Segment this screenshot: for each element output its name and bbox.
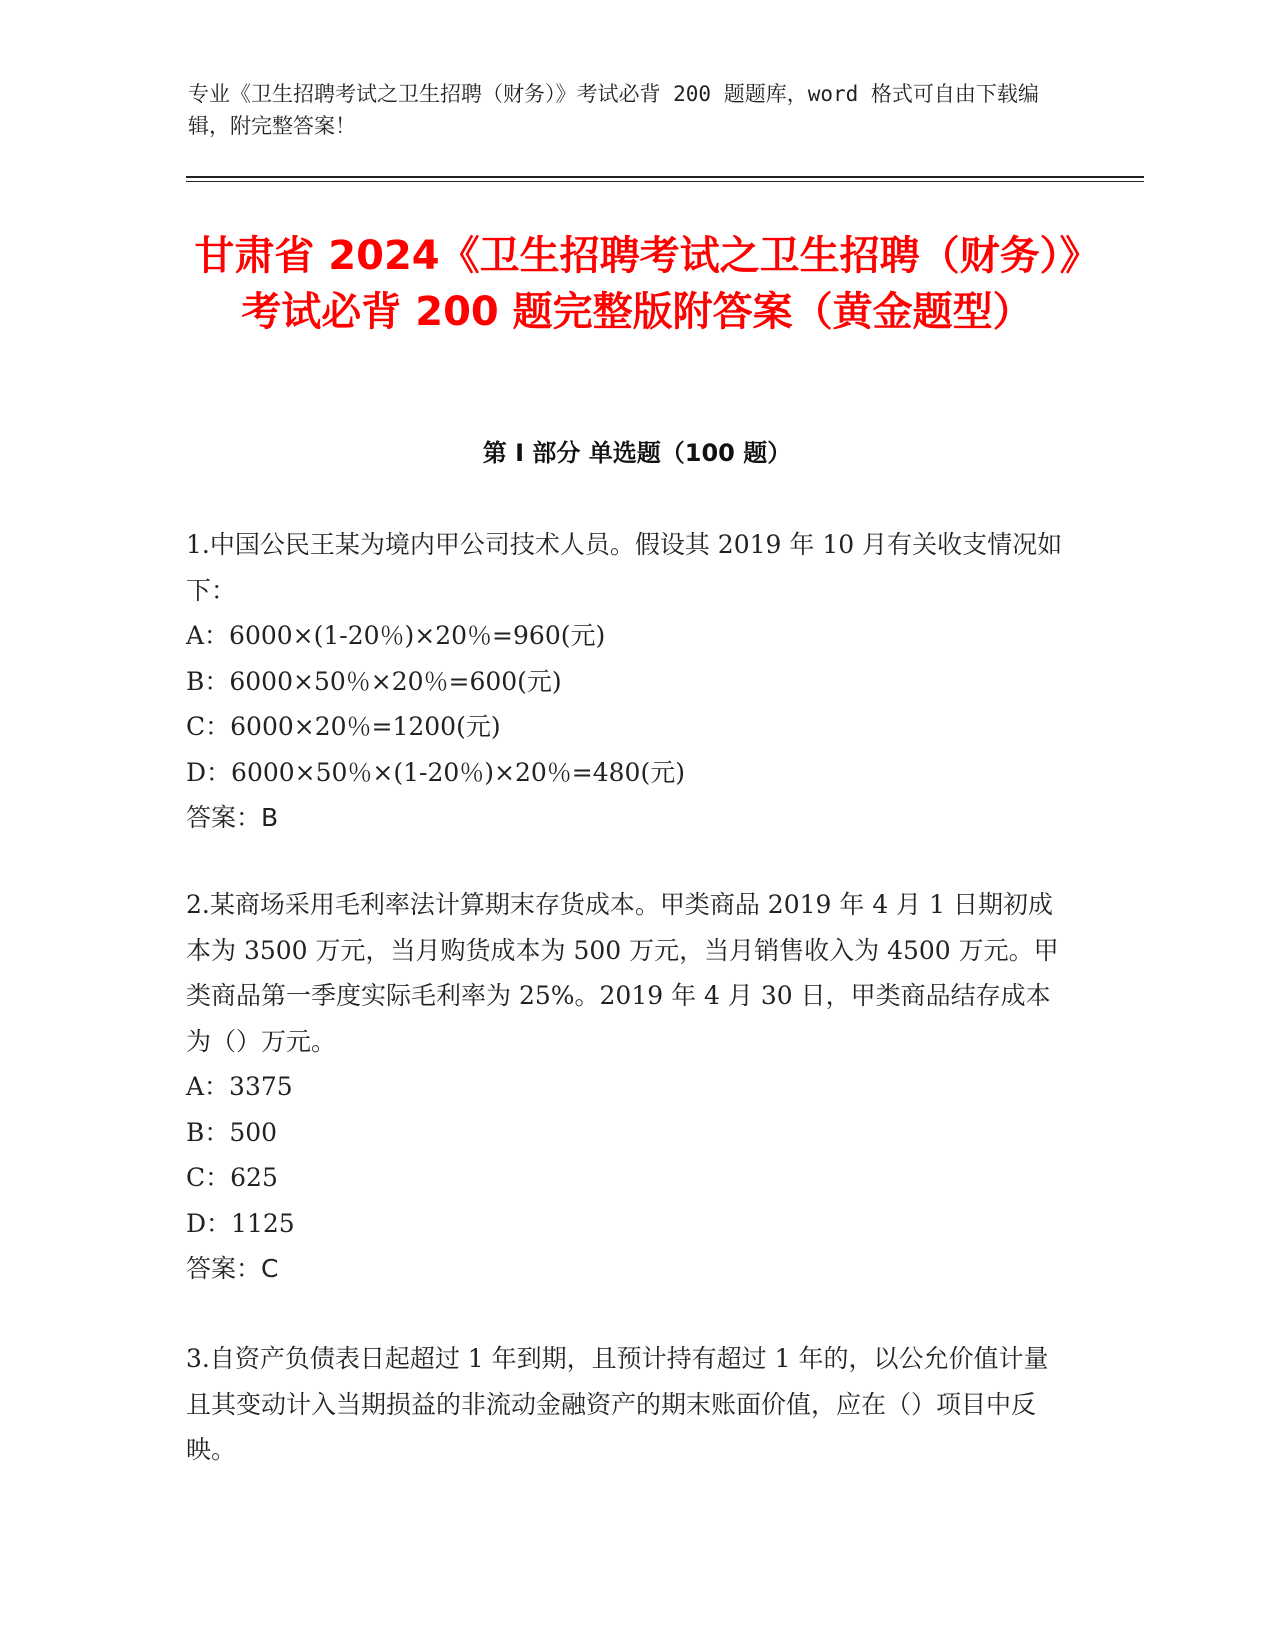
document-title: 甘肃省 2024《卫生招聘考试之卫生招聘（财务）》考试必背 200 题完整版附答案（黄金题型） — [194, 233, 1080, 335]
question-2 — [186, 882, 1066, 1292]
question-3 — [186, 1336, 1066, 1473]
header-rule-thin — [186, 181, 1144, 182]
answer: 答案：B — [186, 803, 279, 832]
header-rule-thick — [186, 176, 1144, 178]
option-d: D：6000×50％×(1-20％)×20％=480(元) — [186, 757, 685, 787]
option-c: C：625 — [186, 1163, 278, 1192]
question-stem: 1.中国公民王某为境内甲公司技术人员。假设其 2019 年 10 月有关收支情况如下： — [186, 530, 1063, 605]
header-note: 专业《卫生招聘考试之卫生招聘（财务）》考试必背 200 题题库，word 格式可自由下载编辑，附完整答案！ — [188, 82, 1039, 138]
question-stem: 2.某商场采用毛利率法计算期末存货成本。甲类商品 2019 年 4 月 1 日期初成本为 3500 万元，当月购货成本为 500 万元，当月销售收入为 4500 万元。甲类商品第一季度实际毛利率为 25%。2019 年 4 月 30 日，甲类商品结存成本为（）万元。 — [186, 890, 1059, 1056]
option-a: A：6000×(1-20％)×20％=960(元) — [186, 621, 606, 650]
question-1 — [186, 522, 1066, 841]
section-heading: 第 I 部分 单选题（100 题） — [482, 439, 792, 467]
answer: 答案：C — [186, 1254, 279, 1283]
option-a: A：3375 — [186, 1072, 293, 1101]
option-b: B：6000×50％×20％=600(元) — [186, 666, 562, 696]
option-d: D：1125 — [186, 1208, 295, 1238]
question-stem: 3.自资产负债表日起超过 1 年到期，且预计持有超过 1 年的，以公允价值计量且其变动计入当期损益的非流动金融资产的期末账面价值，应在（）项目中反映。 — [186, 1344, 1049, 1464]
option-c: C：6000×20％=1200(元) — [186, 712, 501, 741]
option-b: B：500 — [186, 1117, 278, 1147]
